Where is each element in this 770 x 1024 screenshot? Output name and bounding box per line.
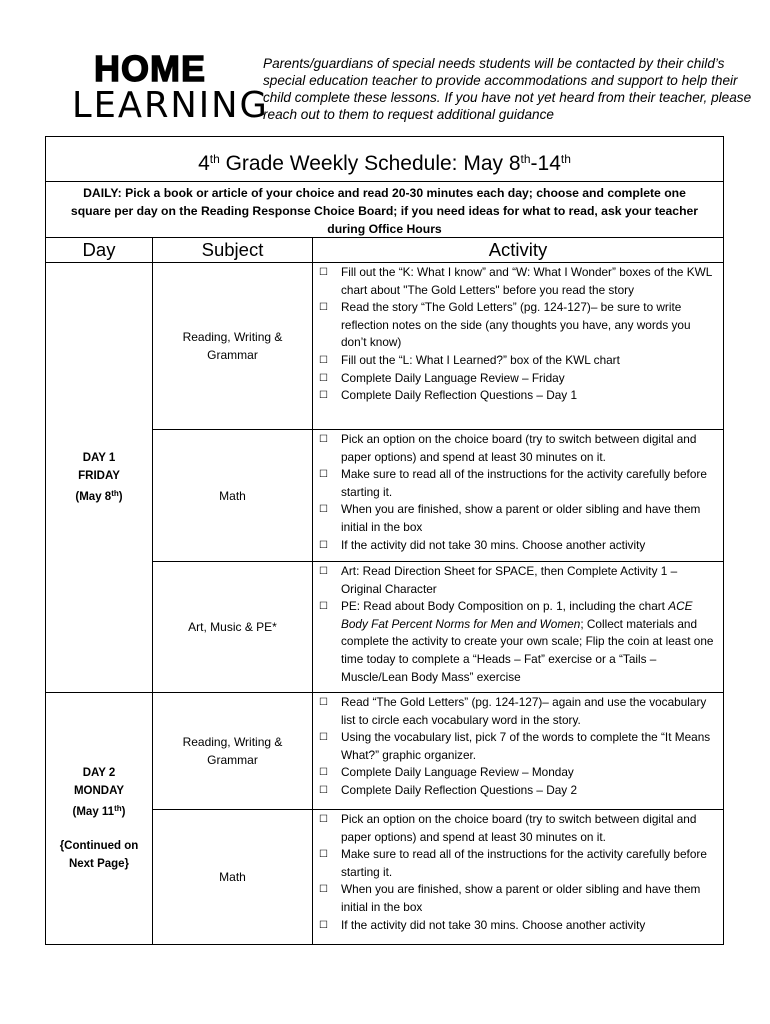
checklist-item[interactable]: ☐ PE: Read about Body Composition on p. 1, including the chart ACE Body Fat Percent Norms for Men and Women; Collect materials and complete the activity to create your own scale; Flip the coin at least one time today to complete a “Heads – Fat” exercise or a “Tails – Muscle/Lean Body Mass” exercise bbox=[319, 598, 717, 686]
activity-cell bbox=[313, 562, 723, 692]
checklist-item[interactable]: ☐ When you are finished, show a parent or older sibling and have them initial in the box bbox=[319, 501, 717, 536]
home-learning-logo bbox=[72, 48, 269, 126]
day-2-block bbox=[46, 693, 723, 944]
checklist-item[interactable]: ☐ Read “The Gold Letters” (pg. 124-127)– again and use the vocabulary list to circle each vocabulary word in the story. bbox=[319, 694, 717, 729]
checklist-item[interactable]: ☐ Make sure to read all of the instructions for the activity carefully before starting it. bbox=[319, 466, 717, 501]
checkbox-icon[interactable]: ☐ bbox=[319, 302, 328, 314]
subject-cell: Reading, Writing & Grammar bbox=[153, 693, 313, 809]
day-2-math-row bbox=[153, 810, 723, 944]
checklist-item[interactable]: ☐ Complete Daily Language Review – Friday bbox=[319, 370, 717, 388]
checkbox-icon[interactable]: ☐ bbox=[319, 504, 328, 516]
day-1-math-row bbox=[153, 430, 723, 562]
day-1-block bbox=[46, 263, 723, 693]
checkbox-icon[interactable]: ☐ bbox=[319, 566, 328, 577]
schedule-title: 4th Grade Weekly Schedule: May 8th-14th bbox=[46, 137, 723, 182]
checklist-item[interactable]: ☐ Read the story “The Gold Letters” (pg. 124-127)– be sure to write reflection notes on the side (any thoughts you have, any words you don’t know) bbox=[319, 299, 717, 352]
subject-cell: Art, Music & PE* bbox=[153, 562, 313, 692]
checkbox-icon[interactable]: ☐ bbox=[319, 354, 328, 366]
day-1-reading-row bbox=[153, 263, 723, 430]
checkbox-icon[interactable]: ☐ bbox=[319, 884, 328, 896]
checkbox-icon[interactable]: ☐ bbox=[319, 267, 328, 278]
checkbox-icon[interactable]: ☐ bbox=[319, 434, 328, 445]
checklist-item[interactable]: ☐ Art: Read Direction Sheet for SPACE, then Complete Activity 1 – Original Character bbox=[319, 563, 717, 598]
checklist-item[interactable]: ☐ Complete Daily Reflection Questions – Day 2 bbox=[319, 782, 717, 800]
checkbox-icon[interactable]: ☐ bbox=[319, 767, 328, 779]
subject-cell: Math bbox=[153, 430, 313, 561]
special-needs-notice: Parents/guardians of special needs students will be contacted by their child’s special education teacher to provide accommodations and support to help their child complete these lessons. If you have not yet heard from their teacher, please reach out to them to request additional guidance bbox=[263, 56, 752, 122]
checkbox-icon[interactable]: ☐ bbox=[319, 814, 328, 825]
checklist-item[interactable]: ☐ Complete Daily Language Review – Monday bbox=[319, 764, 717, 782]
day-1-cell: DAY 1 FRIDAY (May 8th) bbox=[46, 263, 153, 692]
continued-note: {Continued on Next Page} bbox=[59, 840, 139, 870]
checklist-item[interactable]: ☐ If the activity did not take 30 mins. Choose another activity bbox=[319, 537, 717, 555]
activity-cell bbox=[313, 693, 723, 809]
weekly-schedule-table bbox=[45, 136, 724, 945]
activity-cell bbox=[313, 810, 723, 944]
checkbox-icon[interactable]: ☐ bbox=[319, 732, 328, 744]
activity-cell bbox=[313, 263, 723, 429]
checkbox-icon[interactable]: ☐ bbox=[319, 390, 328, 402]
checkbox-icon[interactable]: ☐ bbox=[319, 372, 328, 384]
day-2-cell: DAY 2 MONDAY (May 11th) {Continued on Next Page} bbox=[46, 693, 153, 944]
day-1-art-row bbox=[153, 562, 723, 692]
header-day: Day bbox=[46, 238, 153, 262]
daily-instructions: DAILY: Pick a book or article of your choice and read 20-30 minutes each day; choose and complete one square per day on the Reading Response Choice Board; if you need ideas for what to read, ask your teacher during Office Hours bbox=[46, 182, 723, 238]
header-subject: Subject bbox=[153, 238, 313, 262]
checklist-item[interactable]: ☐ When you are finished, show a parent or older sibling and have them initial in the box bbox=[319, 881, 717, 916]
checkbox-icon[interactable]: ☐ bbox=[319, 697, 328, 708]
checklist-item[interactable]: ☐ Pick an option on the choice board (try to switch between digital and paper options) and spend at least 30 minutes on it. bbox=[319, 431, 717, 466]
checkbox-icon[interactable]: ☐ bbox=[319, 784, 328, 796]
table-header-row bbox=[46, 238, 723, 263]
checklist-item[interactable]: ☐ Pick an option on the choice board (try to switch between digital and paper options) and spend at least 30 minutes on it. bbox=[319, 811, 717, 846]
checkbox-icon[interactable]: ☐ bbox=[319, 919, 328, 931]
day-2-reading-row bbox=[153, 693, 723, 810]
checkbox-icon[interactable]: ☐ bbox=[319, 601, 328, 613]
subject-cell: Math bbox=[153, 810, 313, 944]
checklist-item[interactable]: ☐ Fill out the “L: What I Learned?” box of the KWL chart bbox=[319, 352, 717, 370]
checklist-item[interactable]: ☐ If the activity did not take 30 mins. Choose another activity bbox=[319, 917, 717, 935]
checklist-item[interactable]: ☐ Using the vocabulary list, pick 7 of the words to complete the “It Means What?” graphic organizer. bbox=[319, 729, 717, 764]
checkbox-icon[interactable]: ☐ bbox=[319, 469, 328, 481]
checklist-item[interactable]: ☐ Make sure to read all of the instructions for the activity carefully before starting it. bbox=[319, 846, 717, 881]
checkbox-icon[interactable]: ☐ bbox=[319, 849, 328, 861]
checklist-item[interactable]: ☐ Fill out the “K: What I know” and “W: What I Wonder” boxes of the KWL chart about "The Gold Letters" before you read the story bbox=[319, 264, 717, 299]
activity-cell bbox=[313, 430, 723, 561]
logo-line-home: HOME bbox=[94, 48, 206, 89]
header-activity: Activity bbox=[488, 239, 548, 260]
subject-cell: Reading, Writing & Grammar bbox=[153, 263, 313, 429]
checkbox-icon[interactable]: ☐ bbox=[319, 539, 328, 551]
logo-line-learning: LEARNING bbox=[72, 85, 269, 126]
checklist-item[interactable]: ☐ Complete Daily Reflection Questions – Day 1 bbox=[319, 387, 717, 405]
